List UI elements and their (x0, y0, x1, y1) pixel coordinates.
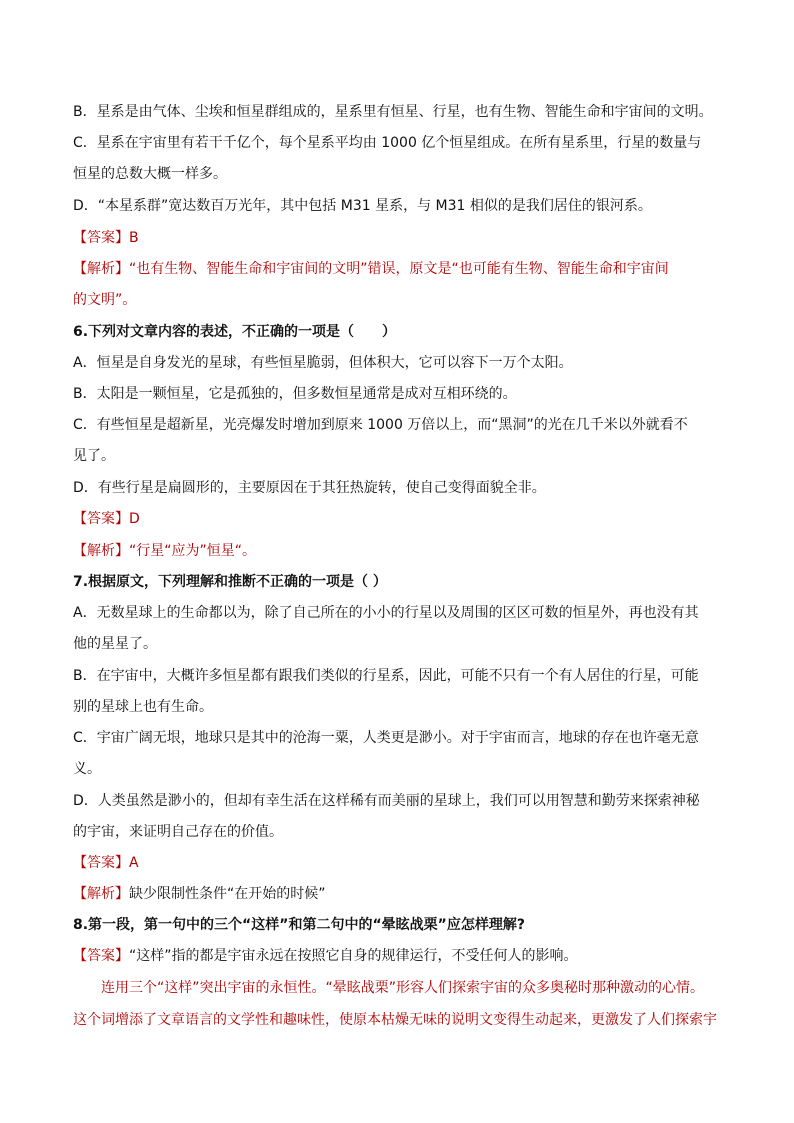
answer-q6 (73, 509, 724, 529)
answer-label: 【答案】 (73, 948, 129, 964)
option-b-q7-line1: B．在宇宙中，大概许多恒星都有跟我们类似的行星系，因此，可能不只有一个有人居住的行星，可能 (73, 668, 699, 684)
option-d-q6: D．有些行星是扁圆形的，主要原因在于其狂热旋转，使自己变得面貌全非。 (73, 480, 546, 496)
option-c-q6-line1: C．有些恒星是超新星，光亮爆发时增加到原来 1000 万倍以上，而“黑洞”的光在几千米以外就看不 (73, 417, 688, 433)
option-c-q7-line2: 义。 (73, 761, 101, 777)
option-b-q5: B．星系是由气体、尘埃和恒星群组成的，星系里有恒星、行星，也有生物、智能生命和宇宙间的文明。 (73, 104, 713, 120)
answer-label: 【答案】 (73, 511, 129, 527)
explanation-q7 (73, 884, 724, 904)
option-b-q6: B．太阳是一颗恒星，它是孤独的，但多数恒星通常是成对互相环绕的。 (73, 386, 517, 402)
answer-text: “这样”指的都是宇宙永远在按照它自身的规律运行，不受任何人的影响。 (129, 948, 578, 964)
option-c-q5-line1: C．星系在宇宙里有若干千亿个，每个星系平均由 1000 亿个恒星组成。在所有星系里，行星的数量与 (73, 135, 702, 151)
explanation-label: 【解析】 (73, 261, 129, 277)
explanation-label: 【解析】 (73, 543, 129, 559)
answer-q7 (73, 853, 724, 873)
answer-value: A (129, 855, 139, 871)
answer-label: 【答案】 (73, 855, 129, 871)
option-c-q6-line2: 见了。 (73, 448, 115, 464)
question-6: 6.下列对文章内容的表述，不正确的一项是（ ） (73, 324, 397, 340)
option-c-q5-line2: 恒星的总数大概一样多。 (73, 166, 227, 182)
answer-q5 (73, 228, 724, 248)
explanation-text: “也有生物、智能生命和宇宙间的文明”错误，原文是“也可能有生物、智能生命和宇宙间 (129, 261, 669, 277)
option-a-q7-line2: 他的星星了。 (73, 636, 157, 652)
answer-q8-para2: 连用三个“这样”突出宇宙的永恒性。“晕眩战栗”形容人们探索宇宙的众多奥秘时那种激动的心情。 (101, 980, 705, 996)
explanation-q6 (73, 541, 724, 561)
option-d-q5: D．“本星系群”宽达数百万光年，其中包括 M31 星系，与 M31 相似的是我们居住的银河系。 (73, 198, 652, 214)
option-d-q7-line2: 的宇宙，来证明自己存在的价值。 (73, 824, 283, 840)
explanation-text: “行星“应为”恒星“。 (129, 543, 257, 559)
answer-value: D (129, 511, 140, 527)
explanation-q5-line1 (73, 259, 724, 279)
question-7: 7.根据原文，下列理解和推断不正确的一项是（ ） (73, 574, 387, 590)
option-a-q6: A．恒星是自身发光的星球，有些恒星脆弱，但体积大，它可以容下一万个太阳。 (73, 355, 573, 371)
option-c-q7-line1: C．宇宙广阔无垠，地球只是其中的沧海一粟，人类更是渺小。对于宇宙而言，地球的存在也许毫无意 (73, 730, 699, 746)
answer-label: 【答案】 (73, 230, 129, 246)
option-b-q7-line2: 别的星球上也有生命。 (73, 699, 213, 715)
answer-q8 (73, 946, 724, 966)
explanation-q5-line2: 的文明”。 (73, 292, 137, 308)
option-d-q7-line1: D．人类虽然是渺小的，但却有幸生活在这样稀有而美丽的星球上，我们可以用智慧和勤劳来探索神秘 (73, 793, 700, 809)
answer-value: B (129, 230, 139, 246)
question-8: 8.第一段，第一句中的三个“这样”和第二句中的“晕眩战栗”应怎样理解? (73, 917, 525, 933)
answer-q8-para3: 这个词增添了文章语言的文学性和趣味性，使原本枯燥无味的说明文变得生动起来，更激发了人们探索宇 (73, 1012, 717, 1028)
explanation-text: 缺少限制性条件“在开始的时候” (129, 886, 326, 902)
option-a-q7-line1: A．无数星球上的生命都以为，除了自己所在的小小的行星以及周围的区区可数的恒星外，再也没有其 (73, 605, 699, 621)
explanation-label: 【解析】 (73, 886, 129, 902)
